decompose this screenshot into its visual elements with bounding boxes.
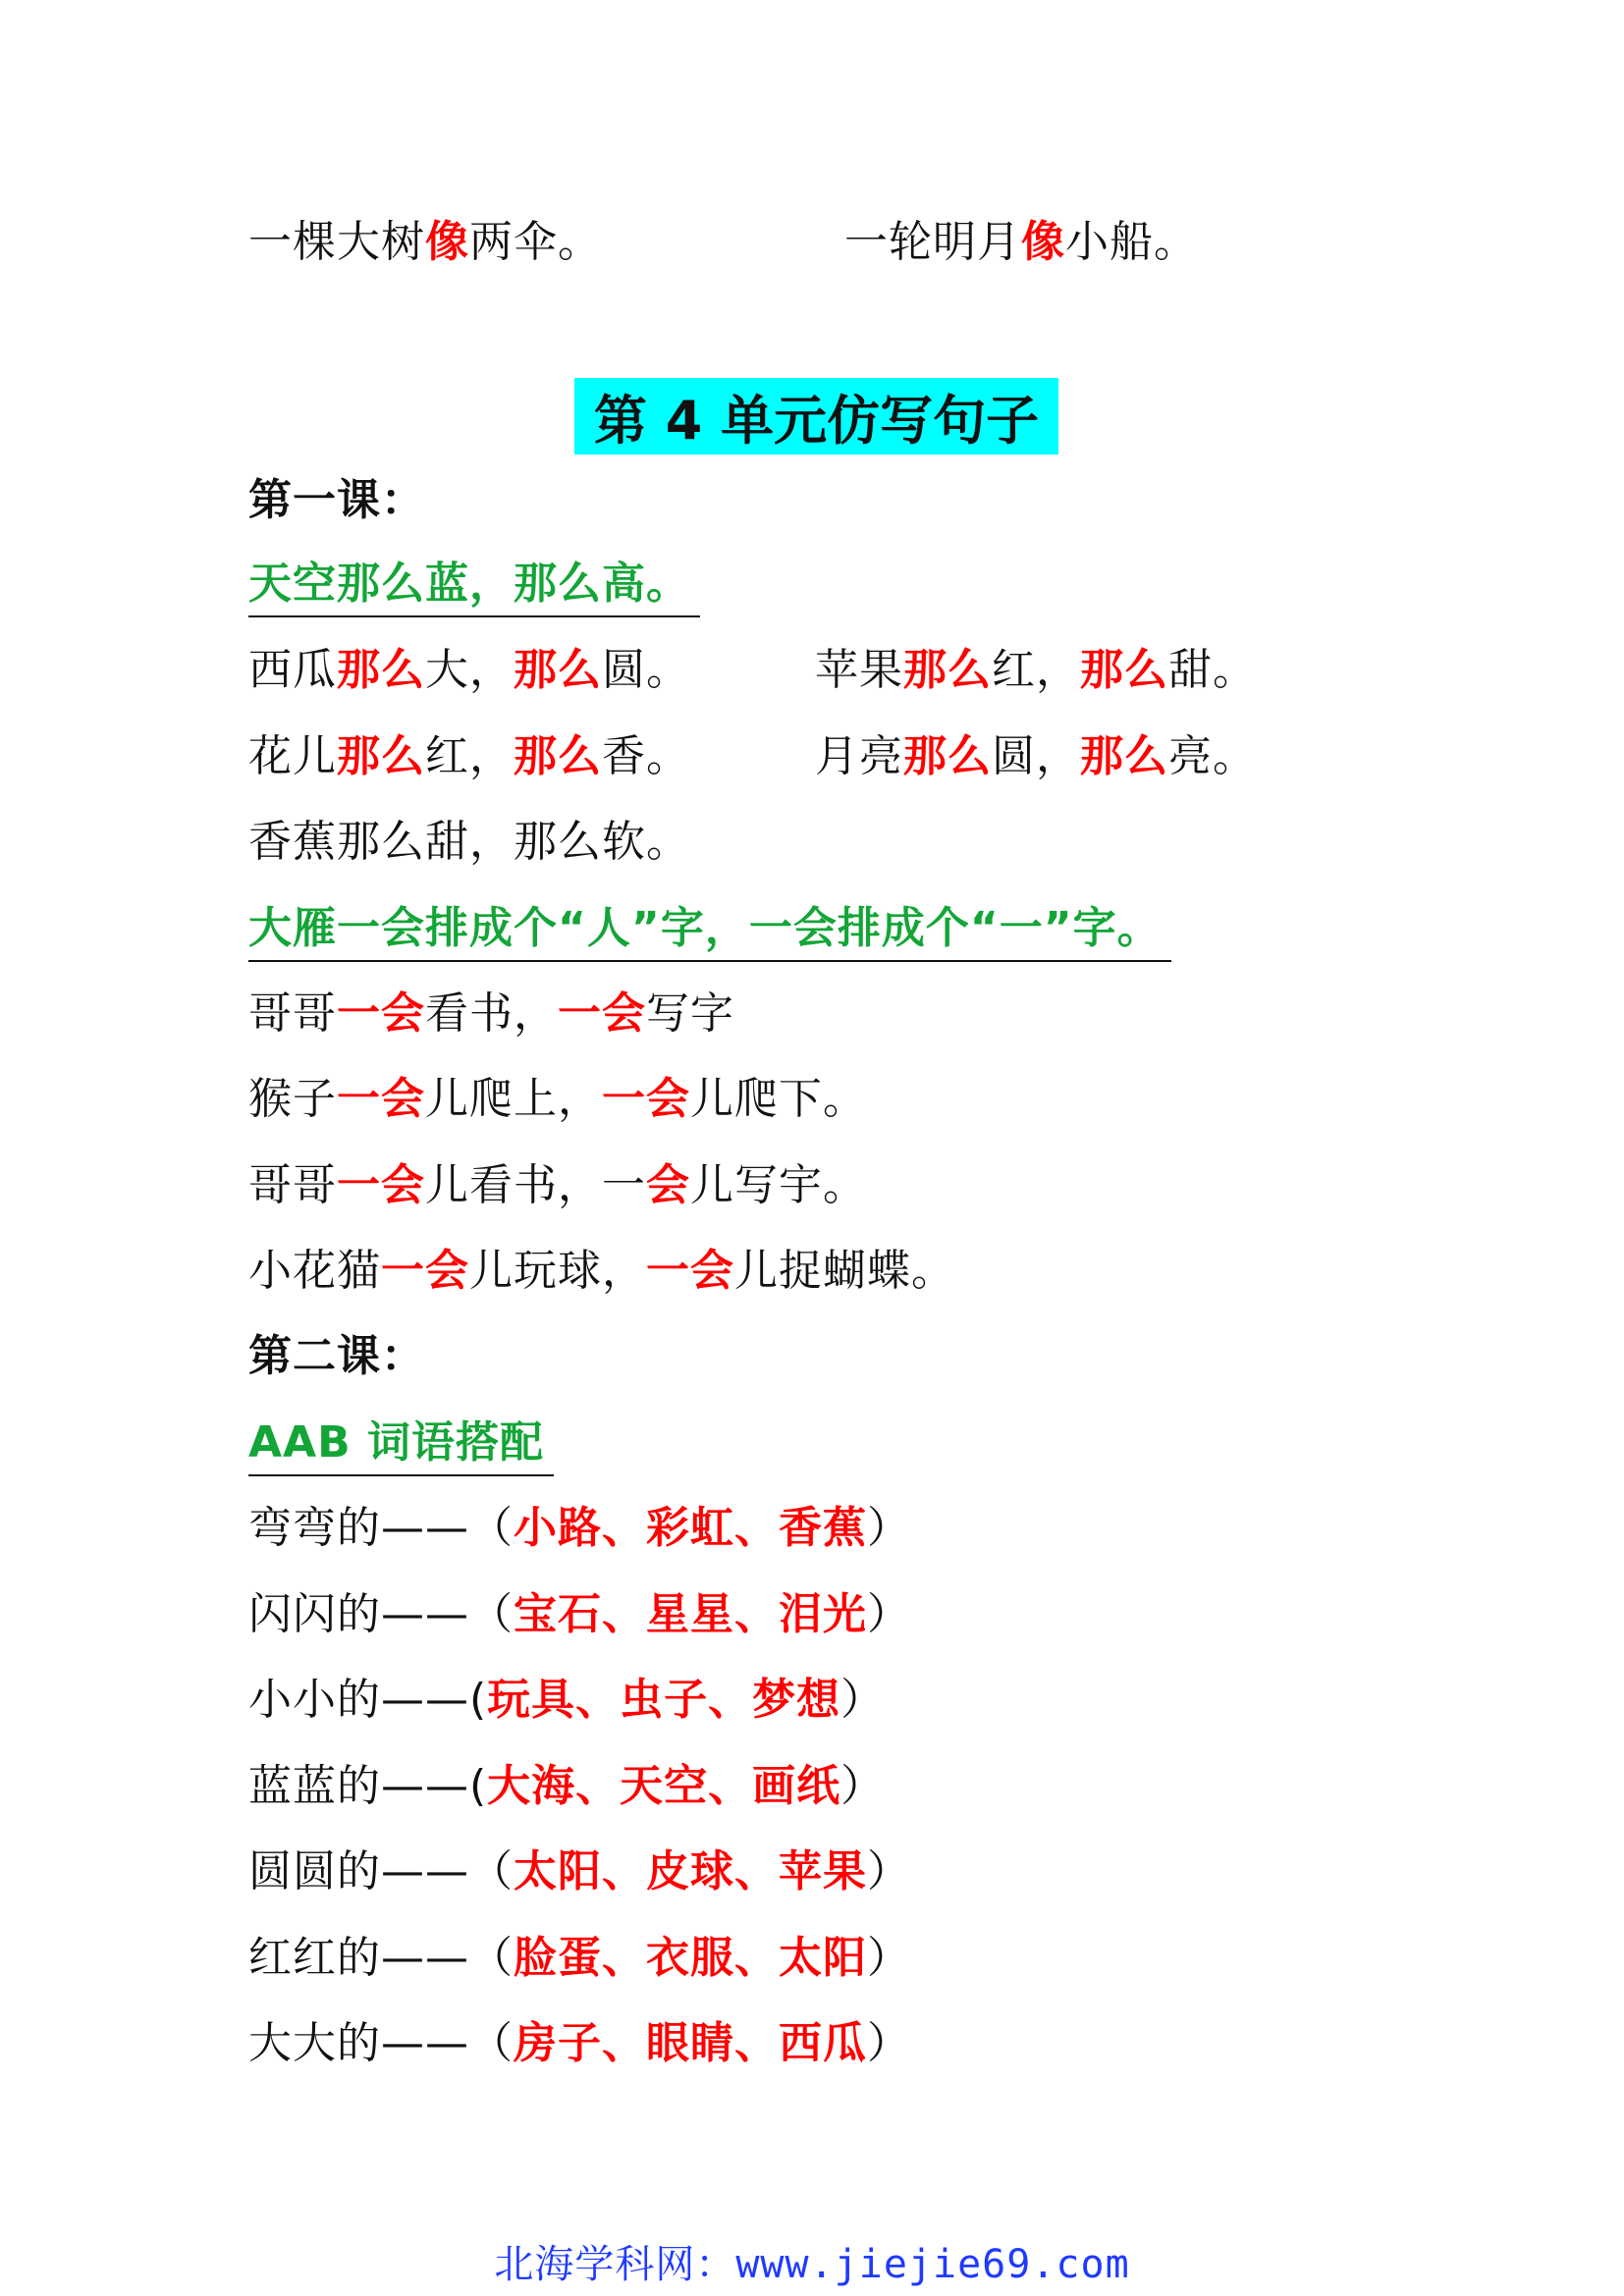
aab-item: [248, 1838, 911, 1906]
word-text: 小小的——(: [248, 1675, 488, 1725]
word-text: 圆圆的——（: [248, 1846, 514, 1896]
yihui-line-2: [248, 1065, 867, 1134]
keyword: 那么: [337, 731, 425, 781]
aab-item: [248, 1494, 911, 1563]
sentence-text: 儿玩球，: [469, 1246, 646, 1296]
sentence-text: 香。: [602, 731, 690, 781]
sentence-text: 圆。: [602, 645, 690, 695]
answer-text: 太阳、皮球、苹果: [514, 1846, 867, 1896]
sentence-text: 一棵大树: [248, 217, 425, 267]
word-text: 大大的——（: [248, 2018, 514, 2068]
word-text: 蓝蓝的——(: [248, 1761, 488, 1811]
keyword: 一会: [602, 1074, 690, 1124]
keyword: 像: [425, 217, 469, 267]
sentence-text: 小船。: [1065, 217, 1198, 267]
sentence-text: 哥哥: [248, 988, 337, 1039]
keyword: 那么: [514, 731, 602, 781]
unit-title: 第 4 单元仿写句子: [574, 378, 1058, 454]
answer-text: 宝石、星星、泪光: [514, 1589, 867, 1639]
sentence-text: 红，: [992, 645, 1080, 695]
sentence-text: 儿爬上，: [425, 1074, 602, 1124]
keyword: 一会: [558, 988, 646, 1039]
yihui-line-3: [248, 1151, 867, 1220]
sentence-text: 甜。: [1168, 645, 1257, 695]
keyword: 一会: [337, 988, 425, 1039]
bracket: ）: [867, 1846, 911, 1896]
sentence-text: 花儿: [248, 731, 337, 781]
example-line-4: [815, 722, 1257, 791]
sentence-text: 一轮明月: [844, 217, 1021, 267]
lesson-1-heading: 第一课：: [248, 475, 425, 525]
sentence-text: 红，: [425, 731, 514, 781]
sentence-text: 圆，: [992, 731, 1080, 781]
lesson-2-heading: 第二课：: [248, 1331, 425, 1381]
keyword: 一会: [381, 1246, 469, 1296]
answer-text: 脸蛋、衣服、太阳: [514, 1933, 867, 1983]
keyword: 那么: [1080, 645, 1168, 695]
sentence-text: 苹果: [815, 645, 903, 695]
sentence-text: 亮。: [1168, 731, 1257, 781]
bracket: ）: [840, 1761, 886, 1811]
aab-item: [248, 1666, 885, 1735]
pattern-sentence-2: 大雁一会排成个“人”字，一会排成个“一”字。: [248, 899, 1171, 962]
sentence-text: 大，: [425, 645, 514, 695]
aab-item: [248, 1752, 885, 1821]
keyword: 一会: [646, 1246, 734, 1296]
aab-item: [248, 1924, 911, 1993]
aab-item: [248, 2009, 911, 2078]
example-line-5: 香蕉那么甜，那么软。: [248, 817, 690, 867]
answer-text: 大海、天空、画纸: [487, 1761, 841, 1811]
simile-sentence-2: [844, 208, 1198, 277]
example-line-1: [248, 636, 690, 705]
sentence-text: 写字: [646, 988, 734, 1039]
bracket: ）: [867, 1933, 911, 1983]
yihui-line-1: [248, 980, 734, 1048]
bracket: ）: [867, 2018, 911, 2068]
keyword: 像: [1021, 217, 1065, 267]
bracket: ）: [867, 1589, 911, 1639]
keyword: 会: [646, 1160, 690, 1210]
footer-url-link[interactable]: www.jiejie69.com: [735, 2242, 1130, 2287]
sentence-text: 月亮: [815, 731, 903, 781]
sentence-text: 儿捉蝴蝶。: [734, 1246, 955, 1296]
keyword: 那么: [514, 645, 602, 695]
keyword: 一会: [337, 1074, 425, 1124]
example-line-2: [815, 636, 1257, 705]
sentence-text: 儿写宇。: [690, 1160, 867, 1210]
word-text: 闪闪的——（: [248, 1589, 514, 1639]
answer-text: 玩具、虫子、梦想: [487, 1675, 841, 1725]
sentence-text: 哥哥: [248, 1160, 337, 1210]
sentence-text: 两伞。: [469, 217, 602, 267]
bracket: ）: [867, 1503, 911, 1553]
keyword: 一会: [337, 1160, 425, 1210]
keyword: 那么: [337, 645, 425, 695]
sentence-text: 猴子: [248, 1074, 337, 1124]
sentence-text: 看书，: [425, 988, 558, 1039]
aab-item: [248, 1580, 911, 1649]
word-text: 红红的——（: [248, 1933, 514, 1983]
sentence-text: 小花猫: [248, 1246, 381, 1296]
example-line-3: [248, 722, 690, 791]
pattern-sentence-1: 天空那么蓝，那么高。: [248, 555, 700, 617]
answer-text: 小路、彩虹、香蕉: [514, 1503, 867, 1553]
sentence-text: 西瓜: [248, 645, 337, 695]
word-text: 弯弯的——（: [248, 1503, 514, 1553]
bracket: ）: [840, 1675, 886, 1725]
keyword: 那么: [903, 645, 992, 695]
yihui-line-4: [248, 1237, 955, 1306]
footer: [0, 2233, 1624, 2289]
answer-text: 房子、眼睛、西瓜: [514, 2018, 867, 2068]
keyword: 那么: [903, 731, 992, 781]
sentence-text: 儿爬下。: [690, 1074, 867, 1124]
aab-title: AAB 词语搭配: [248, 1414, 554, 1476]
sentence-text: 儿看书，一: [425, 1160, 646, 1210]
simile-sentence-1: [248, 208, 602, 277]
keyword: 那么: [1080, 731, 1168, 781]
footer-site-name: 北海学科网：: [494, 2242, 736, 2287]
